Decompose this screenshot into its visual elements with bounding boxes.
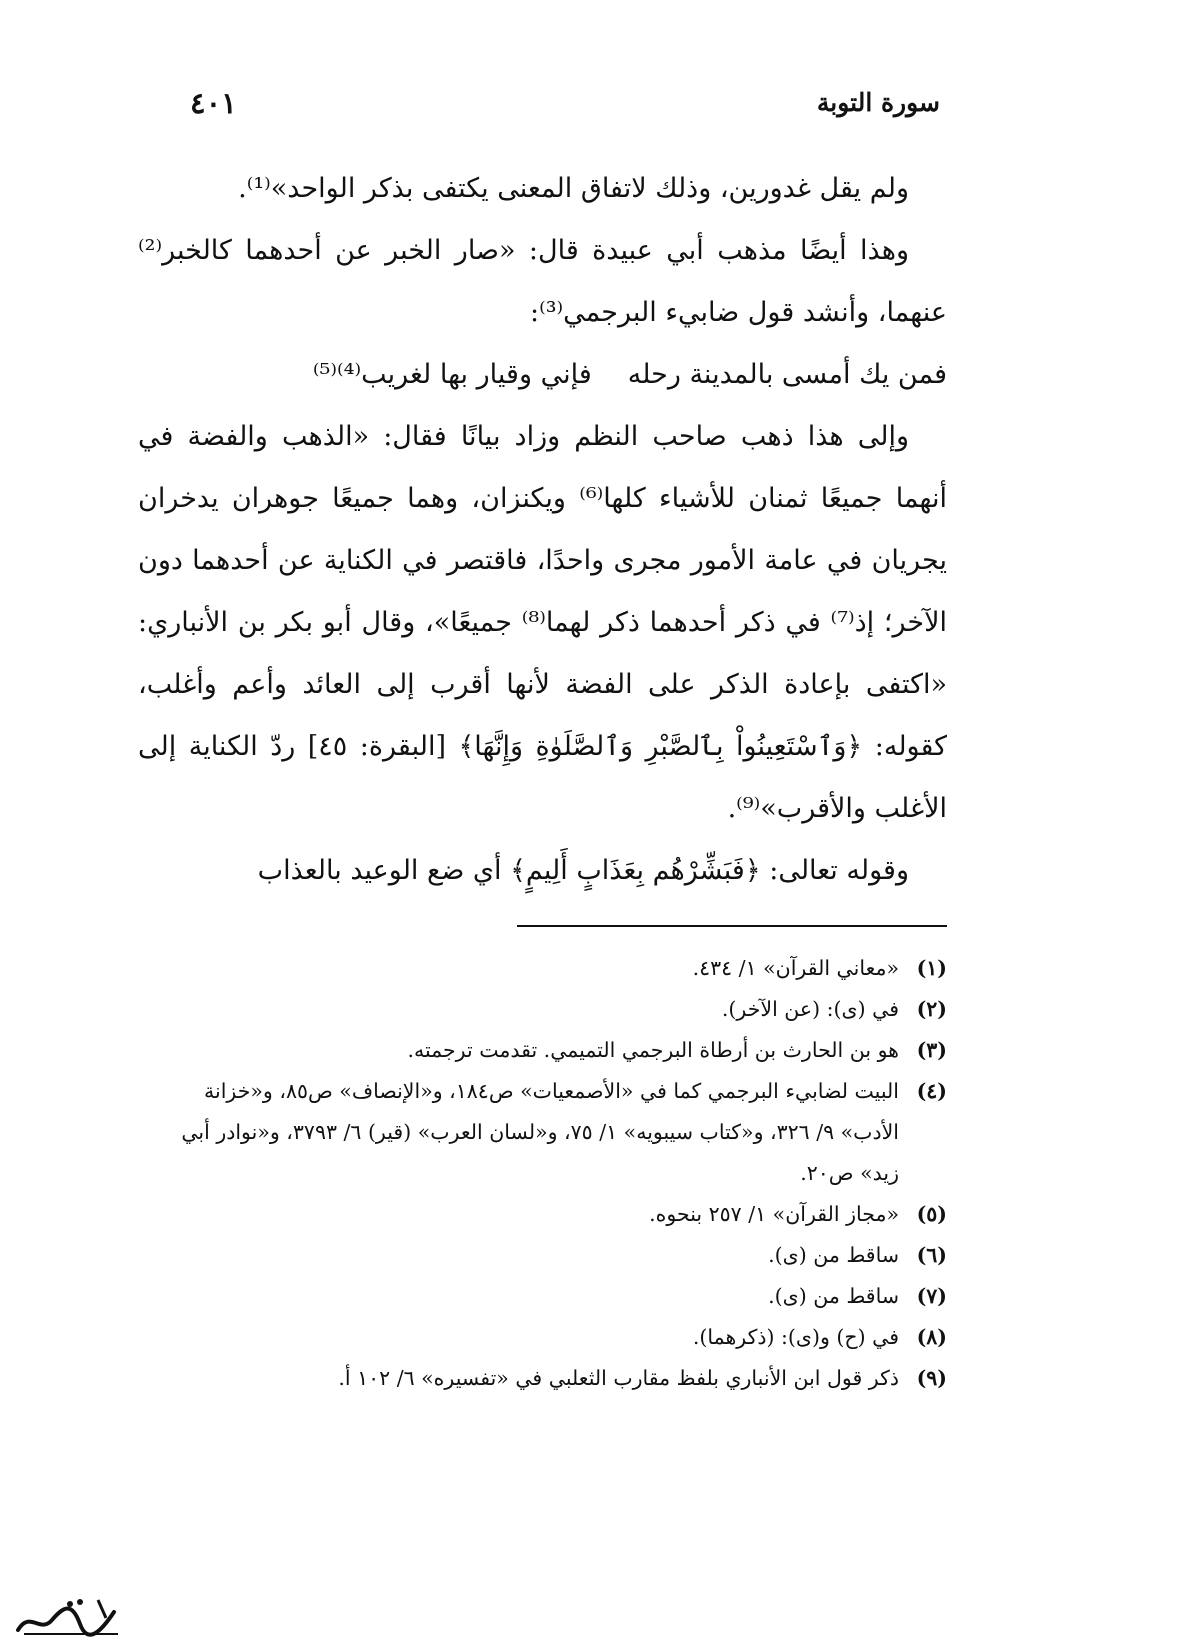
- footnote-item: [160, 1194, 947, 1235]
- paragraph-4: وقوله تعالى: ﴿فَبَشِّرْهُم بِعَذَابٍ أَلِيمٍ﴾ أي ضع الوعيد بالعذاب: [257, 855, 909, 886]
- page-header: [190, 88, 940, 128]
- footnote-item: [160, 1358, 947, 1399]
- surah-title: سورة التوبة: [816, 88, 940, 117]
- footnote-number: (٨): [916, 1325, 947, 1349]
- footnote-number: (٦): [916, 1243, 947, 1267]
- footnote-text: «مجاز القرآن» ١/ ٢٥٧ بنحوه.: [649, 1202, 899, 1226]
- footnote-text: هو بن الحارث بن أرطاة البرجمي التميمي. تقدمت ترجمته.: [407, 1038, 899, 1062]
- footnote-number: (٤): [916, 1079, 947, 1103]
- footnote-item: [160, 989, 947, 1030]
- footnote-item: [160, 1030, 947, 1071]
- paragraph-3: وإلى هذا ذهب صاحب النظم وزاد بيانًا فقال: «الذهب والفضة في أنهما جميعًا ثمنان للأشياء كلها⁽⁶⁾ ويكنزان، وهما جميعًا جوهران يدخران يجريان في عامة الأمور مجرى واحدًا، فاقتصر في الكناية عن أحدهما دون الآخر؛ إذ⁽⁷⁾ في ذكر أحدهما ذكر لهما⁽⁸⁾ جميعًا»، وقال أبو بكر بن الأنباري: «اكتفى بإعادة الذكر على الفضة لأنها أقرب إلى العائد وأعم وأغلب، كقوله: ﴿وَٱسْتَعِينُواْ بِٱلصَّبْرِ وَٱلصَّلَوٰةِ وَإِنَّهَا﴾ [البقرة: ٤٥] ردّ الكناية إلى الأغلب والأقرب»⁽⁹⁾.: [138, 421, 948, 824]
- footnote-number: (٩): [916, 1366, 947, 1390]
- footnote-item: [160, 1317, 947, 1358]
- footnote-number: (١): [916, 956, 947, 980]
- footnotes: [160, 948, 947, 1399]
- footnote-text: في (ح) و(ى): (ذكرهما).: [692, 1325, 899, 1349]
- page-number: ٤٠١: [190, 86, 237, 120]
- footnote-text: ساقط من (ى).: [768, 1284, 899, 1308]
- footnote-item: [160, 1276, 947, 1317]
- paragraph-2: وهذا أيضًا مذهب أبي عبيدة قال: «صار الخبر عن أحدهما كالخبر⁽²⁾ عنهما، وأنشد قول ضابيء البرجمي⁽³⁾:: [138, 235, 947, 328]
- footnote-text: في (ى): (عن الآخر).: [721, 997, 899, 1021]
- poetry-verse: [138, 344, 947, 406]
- verse-second-hemistich: فإني وقيار بها لغريب⁽⁴⁾⁽⁵⁾: [312, 359, 592, 390]
- footnote-item: [160, 948, 947, 989]
- publisher-logo-icon: [10, 1590, 130, 1642]
- footnote-number: (٥): [916, 1202, 947, 1226]
- footnote-item: [160, 1235, 947, 1276]
- paragraph-1: ولم يقل غدورين، وذلك لاتفاق المعنى يكتفى بذكر الواحد»⁽¹⁾.: [238, 173, 909, 204]
- verse-first-hemistich: فمن يك أمسى بالمدينة رحله: [627, 359, 947, 390]
- footnote-text: «معاني القرآن» ١/ ٤٣٤.: [692, 956, 899, 980]
- footnote-number: (٢): [916, 997, 947, 1021]
- footnote-text: ذكر قول ابن الأنباري بلفظ مقارب الثعلبي في «تفسيره» ٦/ ١٠٢ أ.: [338, 1366, 899, 1390]
- footnote-number: (٣): [916, 1038, 947, 1062]
- footnote-item: [160, 1071, 947, 1194]
- footnote-text: البيت لضابيء البرجمي كما في «الأصمعيات» ص١٨٤، و«الإنصاف» ص٨٥، و«خزانة الأدب» ٩/ ٣٢٦، و«كتاب سيبويه» ١/ ٧٥، و«لسان العرب» (قير) ٦/ ٣٧٩٣، و«نوادر أبي زيد» ص٢٠.: [181, 1079, 899, 1185]
- main-text: [138, 158, 947, 902]
- footnote-number: (٧): [916, 1284, 947, 1308]
- footnote-separator: [517, 925, 947, 927]
- footnote-text: ساقط من (ى).: [768, 1243, 899, 1267]
